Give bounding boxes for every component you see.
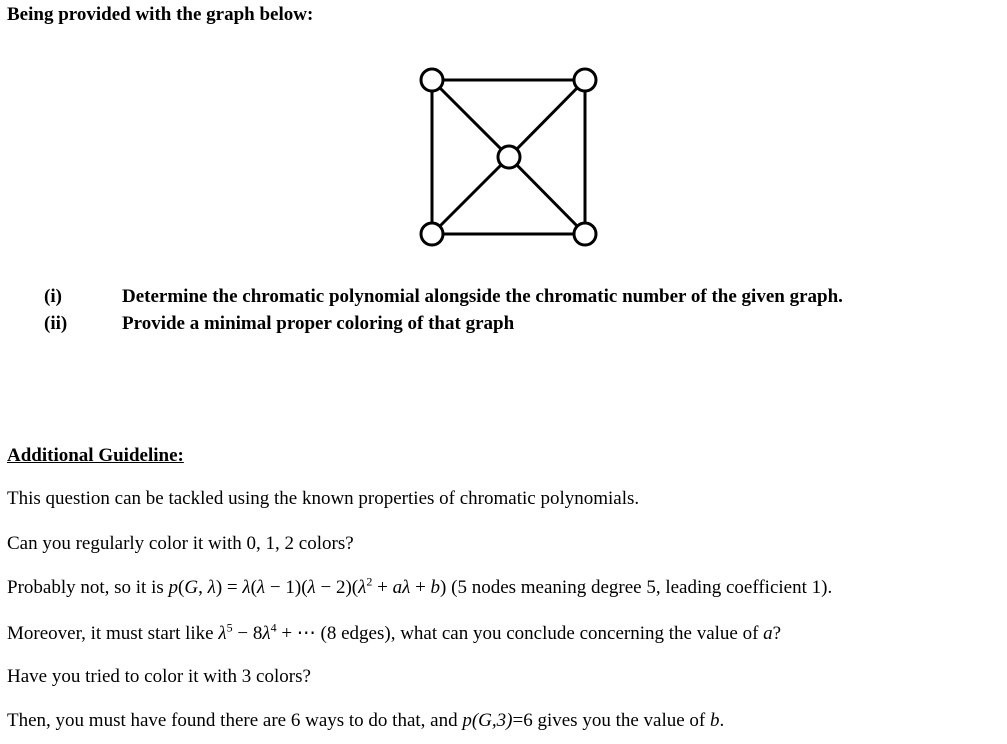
question-2-number: (ii) — [44, 313, 68, 334]
vertex-top-right — [574, 69, 596, 91]
graph-figure — [414, 62, 604, 252]
guideline-line-6 — [7, 710, 724, 732]
vertex-bottom-right — [574, 223, 596, 245]
guideline-line-4-suffix: (8 edges), what can you conclude concerning the value of — [315, 623, 764, 644]
edge-bottom-right-center — [509, 157, 585, 234]
guideline-line-3: Probably not, so it is p(G, $\lambda) = \lambda(\lambda - 1)(\lambda - 2)(\lambda^2 + a\lambda + b)$ (5 nodes meaning degree 5, leading coefficient 1). — [7, 574, 833, 598]
guideline-line-6-end: . — [719, 710, 725, 731]
chromatic-polynomial-formula: p — [168, 577, 179, 598]
edge-top-left-center — [432, 80, 509, 157]
guideline-line-3-suffix: (5 nodes meaning degree 5, leading coefficient 1). — [446, 577, 833, 598]
p-g-3-expression: p(G,3) — [462, 710, 513, 731]
polynomial-start-formula: $\lambda^5 - 8\lambda^4$ + ⋯ — [218, 620, 316, 644]
question-1-number: (i) — [44, 286, 62, 307]
variable-a: a — [763, 623, 773, 644]
vertex-bottom-left — [421, 223, 443, 245]
guideline-line-5: Have you tried to color it with 3 colors? — [7, 666, 311, 687]
edge-top-right-center — [509, 80, 585, 157]
guideline-line-4-prefix: Moreover, it must start like — [7, 623, 219, 644]
edge-bottom-left-center — [432, 157, 509, 234]
guideline-line-1: This question can be tackled using the known properties of chromatic polynomials. — [7, 488, 640, 509]
page-heading: Being provided with the graph below: — [7, 4, 314, 25]
guideline-line-4-end: ? — [772, 623, 782, 644]
vertex-top-left — [421, 69, 443, 91]
guideline-title: Additional Guideline: — [7, 445, 184, 466]
vertex-center — [498, 146, 520, 168]
guideline-line-6-mid: =6 gives you the value of — [512, 710, 711, 731]
guideline-line-3-prefix: Probably not, so it is — [7, 577, 169, 598]
question-2-text: Provide a minimal proper coloring of that graph — [122, 313, 515, 334]
guideline-line-6-prefix: Then, you must have found there are 6 ways to do that, and — [7, 710, 463, 731]
variable-b: b — [710, 710, 720, 731]
guideline-line-4 — [7, 622, 781, 645]
guideline-line-2: Can you regularly color it with 0, 1, 2 colors? — [7, 533, 354, 554]
question-1-text: Determine the chromatic polynomial alongside the chromatic number of the given graph. — [122, 286, 843, 307]
